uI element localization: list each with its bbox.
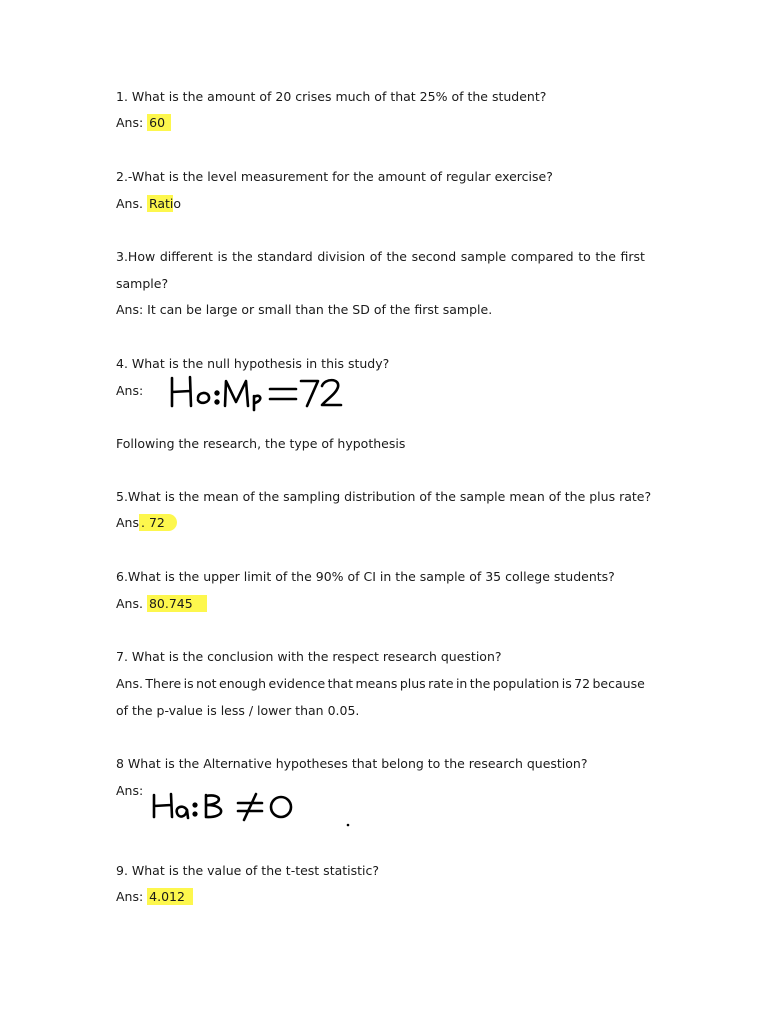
word: plus bbox=[399, 676, 426, 691]
answer-label-8: Ans: bbox=[116, 783, 144, 798]
word: of bbox=[369, 249, 382, 264]
highlighted-answer: 60 bbox=[147, 114, 171, 131]
question-3-line-1 bbox=[116, 248, 645, 266]
note-text: Following the research, the type of hypothesis bbox=[116, 436, 406, 451]
answer-label: Ans. bbox=[116, 196, 147, 211]
word: is bbox=[217, 249, 228, 264]
word: the bbox=[469, 676, 491, 691]
word: Ans. bbox=[116, 676, 143, 691]
answer-3: Ans: It can be large or small than the SD of the first sample. bbox=[116, 302, 493, 317]
answer-label: Ans. bbox=[116, 596, 147, 611]
handwritten-text bbox=[168, 372, 173, 373]
word: rate bbox=[428, 676, 454, 691]
answer-2 bbox=[116, 195, 181, 213]
answer-5 bbox=[116, 514, 177, 532]
word: evidence bbox=[268, 676, 326, 691]
word: enough bbox=[219, 676, 267, 691]
answer-tail: o bbox=[173, 196, 182, 211]
handwritten-alternative-hypothesis bbox=[150, 790, 355, 830]
handwritten-null-hypothesis bbox=[168, 372, 346, 412]
highlighted-answer: 80.745 bbox=[147, 595, 207, 612]
word: means bbox=[355, 676, 398, 691]
word: sample bbox=[460, 249, 507, 264]
word: There bbox=[145, 676, 182, 691]
question-5: 5.What is the mean of the sampling distribution of the sample mean of the plus rate? bbox=[116, 489, 652, 504]
word: population bbox=[492, 676, 560, 691]
answer-7-line-1 bbox=[116, 675, 645, 693]
handwritten-text bbox=[150, 790, 154, 791]
word: standard bbox=[257, 249, 313, 264]
word: compared bbox=[510, 249, 574, 264]
word: is bbox=[561, 676, 572, 691]
highlighted-answer: 4.012 bbox=[147, 888, 193, 905]
word: the bbox=[232, 249, 253, 264]
word: first bbox=[620, 249, 645, 264]
highlighted-answer: Rati bbox=[148, 196, 174, 211]
word: division bbox=[317, 249, 366, 264]
question-4: 4. What is the null hypothesis in this study? bbox=[116, 356, 390, 371]
word: because bbox=[592, 676, 645, 691]
answer-label-4: Ans: bbox=[116, 383, 144, 398]
question-6: 6.What is the upper limit of the 90% of CI in the sample of 35 college students? bbox=[116, 569, 615, 584]
word: different bbox=[159, 249, 213, 264]
answer-label: Ans bbox=[116, 515, 139, 530]
question-9: 9. What is the value of the t-test statistic? bbox=[116, 863, 380, 878]
question-7: 7. What is the conclusion with the respect research question? bbox=[116, 649, 502, 664]
word: is bbox=[183, 676, 194, 691]
word: not bbox=[196, 676, 217, 691]
answer-9 bbox=[116, 888, 193, 906]
word: 3.How bbox=[116, 249, 156, 264]
word: second bbox=[411, 249, 457, 264]
answer-7-line-2: of the p-value is less / lower than 0.05. bbox=[116, 703, 360, 718]
answer-1 bbox=[116, 114, 171, 132]
word: the bbox=[386, 249, 407, 264]
question-8: 8 What is the Alternative hypotheses that belong to the research question? bbox=[116, 756, 588, 771]
answer-label: Ans: bbox=[116, 115, 148, 130]
question-2: 2.-What is the level measurement for the amount of regular exercise? bbox=[116, 169, 553, 184]
highlighted-answer: . 72 bbox=[139, 514, 177, 531]
word: that bbox=[327, 676, 353, 691]
answer-label: Ans: bbox=[116, 889, 148, 904]
word: to bbox=[578, 249, 591, 264]
question-3-line-2: sample? bbox=[116, 276, 169, 291]
word: in bbox=[455, 676, 468, 691]
question-1: 1. What is the amount of 20 crises much of that 25% of the student? bbox=[116, 89, 547, 104]
answer-6 bbox=[116, 595, 207, 613]
word: the bbox=[595, 249, 616, 264]
word: 72 bbox=[574, 676, 591, 691]
